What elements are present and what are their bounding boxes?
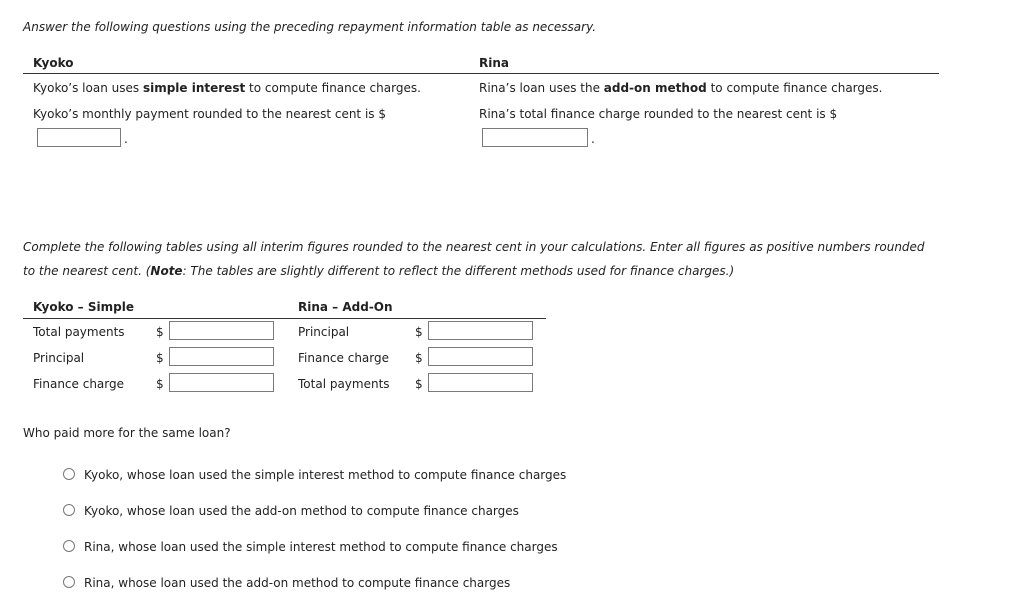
table-rina-heading: Rina – Add-On (298, 300, 393, 314)
currency-symbol: $ (415, 351, 423, 365)
radio-option-4[interactable] (63, 576, 75, 588)
table-rina-row-label: Principal (298, 325, 350, 339)
table-kyoko-row-label: Total payments (33, 325, 125, 339)
rina-period: . (591, 132, 595, 146)
radio-option-1[interactable] (63, 468, 75, 480)
table-kyoko-row-label: Finance charge (33, 377, 125, 391)
rina-finance-prompt: Rina’s total finance charge rounded to the nearest cent is $ (479, 107, 838, 121)
instructions-tables-line1: Complete the following tables using all interim figures rounded to the nearest cent in your calculations. Enter all figures as positive numbers rounded (23, 240, 925, 254)
kyoko-period: . (124, 132, 128, 146)
option-label-3[interactable]: Rina, whose loan used the simple interest method to compute finance charges (84, 540, 558, 554)
currency-symbol: $ (156, 377, 164, 391)
rina-total-finance-charge-input[interactable] (482, 128, 588, 147)
kyoko-principal-input[interactable] (169, 347, 274, 366)
currency-symbol: $ (415, 377, 423, 391)
radio-option-2[interactable] (63, 504, 75, 516)
kyoko-total-payments-input[interactable] (169, 321, 274, 340)
rina-total-payments-input[interactable] (428, 373, 533, 392)
kyoko-heading: Kyoko (33, 56, 74, 70)
option-label-2[interactable]: Kyoko, whose loan used the add-on method to compute finance charges (84, 504, 519, 518)
header-divider (23, 73, 939, 74)
rina-finance-charge-input[interactable] (428, 347, 533, 366)
instructions-tables-line2: to the nearest cent. (Note: The tables are slightly different to reflect the different methods used for finance charges.) (23, 264, 735, 278)
kyoko-monthly-payment-input[interactable] (37, 128, 121, 147)
option-label-4[interactable]: Rina, whose loan used the add-on method to compute finance charges (84, 576, 511, 590)
currency-symbol: $ (156, 325, 164, 339)
table-kyoko-row-label: Principal (33, 351, 85, 365)
table-rina-row-label: Total payments (298, 377, 390, 391)
rina-principal-input[interactable] (428, 321, 533, 340)
kyoko-finance-charge-input[interactable] (169, 373, 274, 392)
currency-symbol: $ (156, 351, 164, 365)
radio-option-3[interactable] (63, 540, 75, 552)
rina-heading: Rina (479, 56, 509, 70)
table-kyoko-heading: Kyoko – Simple (33, 300, 134, 314)
rina-method-line: Rina’s loan uses the add-on method to compute finance charges. (479, 81, 883, 95)
kyoko-payment-prompt: Kyoko’s monthly payment rounded to the nearest cent is $ (33, 107, 386, 121)
question-text: Who paid more for the same loan? (23, 426, 231, 440)
instructions-top: Answer the following questions using the preceding repayment information table as necessary. (23, 20, 597, 34)
tables-divider (23, 318, 546, 319)
option-label-1[interactable]: Kyoko, whose loan used the simple interest method to compute finance charges (84, 468, 567, 482)
currency-symbol: $ (415, 325, 423, 339)
kyoko-method-line: Kyoko’s loan uses simple interest to compute finance charges. (33, 81, 421, 95)
table-rina-row-label: Finance charge (298, 351, 390, 365)
